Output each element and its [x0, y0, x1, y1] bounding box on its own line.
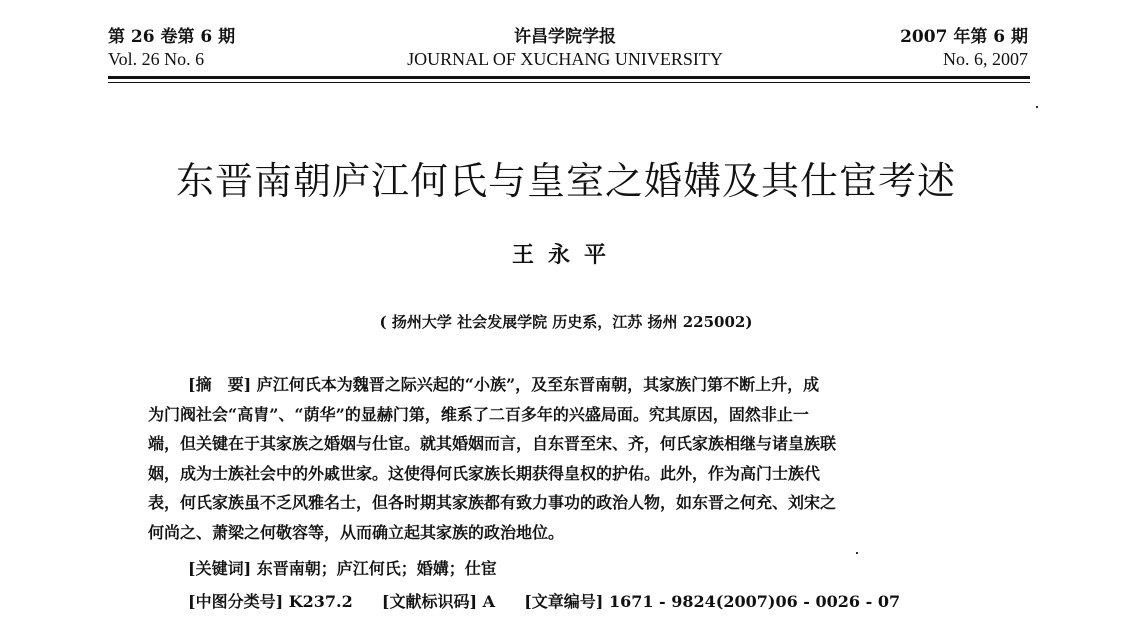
abstract-line: [148, 370, 988, 400]
volume-issue: [108, 26, 235, 70]
journal-name-en: JOURNAL OF XUCHANG UNIVERSITY: [407, 49, 723, 69]
scan-speck: [1036, 106, 1038, 108]
keywords: [188, 556, 497, 582]
abstract-line: 端，但关键在于其家族之婚姻与仕宦。就其婚姻而言，自东晋至宋、齐，何氏家族相继与诸皇族联: [148, 434, 837, 453]
volume-issue-en: Vol. 26 No. 6: [108, 49, 205, 69]
keywords-label: [关键词]: [188, 559, 252, 578]
year-issue-cn: 2007 年第 6 期: [900, 27, 1028, 47]
article-number-label: [文章编号]: [524, 592, 604, 611]
abstract-label: [摘 要]: [188, 375, 252, 394]
year-issue: [900, 26, 1028, 70]
year-issue-en: No. 6, 2007: [943, 49, 1028, 69]
header-rule-thick: [108, 76, 1030, 79]
doc-code-label: [文献标识码]: [381, 592, 478, 611]
abstract-line: 表，何氏家族虽不乏风雅名士，但各时期其家族都有致力事功的政治人物，如东晋之何充、刘宋之: [148, 493, 837, 512]
header-rule-thin: [108, 82, 1030, 83]
journal-name: [330, 26, 800, 70]
clc-value: K237.2: [288, 592, 353, 611]
clc-label: [中图分类号]: [188, 592, 284, 611]
doc-code-value: A: [482, 592, 496, 611]
article-author: 王永平: [511, 242, 620, 268]
article-number-value: 1671 - 9824(2007)06 - 0026 - 07: [608, 592, 901, 611]
abstract-line: 为门阀社会“高胄”、“荫华”的显赫门第，维系了二百多年的兴盛局面。究其原因，固然非止一: [148, 404, 809, 424]
keywords-value: 东晋南朝；庐江何氏；婚媾；仕宦: [256, 559, 497, 578]
abstract-line: 姻，成为士族社会中的外戚世家。这使得何氏家族长期获得皇权的护佑。此外，作为高门士族代: [148, 463, 821, 483]
abstract-line: 何尚之、萧梁之何敬容等，从而确立起其家族的政治地位。: [148, 522, 565, 542]
abstract: [148, 370, 988, 547]
classification-info: [188, 589, 900, 615]
author-affiliation: ( 扬州大学 社会发展学院 历史系，江苏 扬州 225002): [379, 313, 753, 331]
scan-speck: [856, 552, 858, 554]
abstract-text: 庐江何氏本为魏晋之际兴起的“小族”，及至东晋南朝，其家族门第不断上升，成: [256, 375, 820, 394]
volume-issue-cn: 第 26 卷第 6 期: [108, 27, 236, 47]
journal-name-cn: 许昌学院学报: [514, 27, 616, 47]
article-title: 东晋南朝庐江何氏与皇室之婚媾及其仕宦考述: [175, 159, 956, 203]
